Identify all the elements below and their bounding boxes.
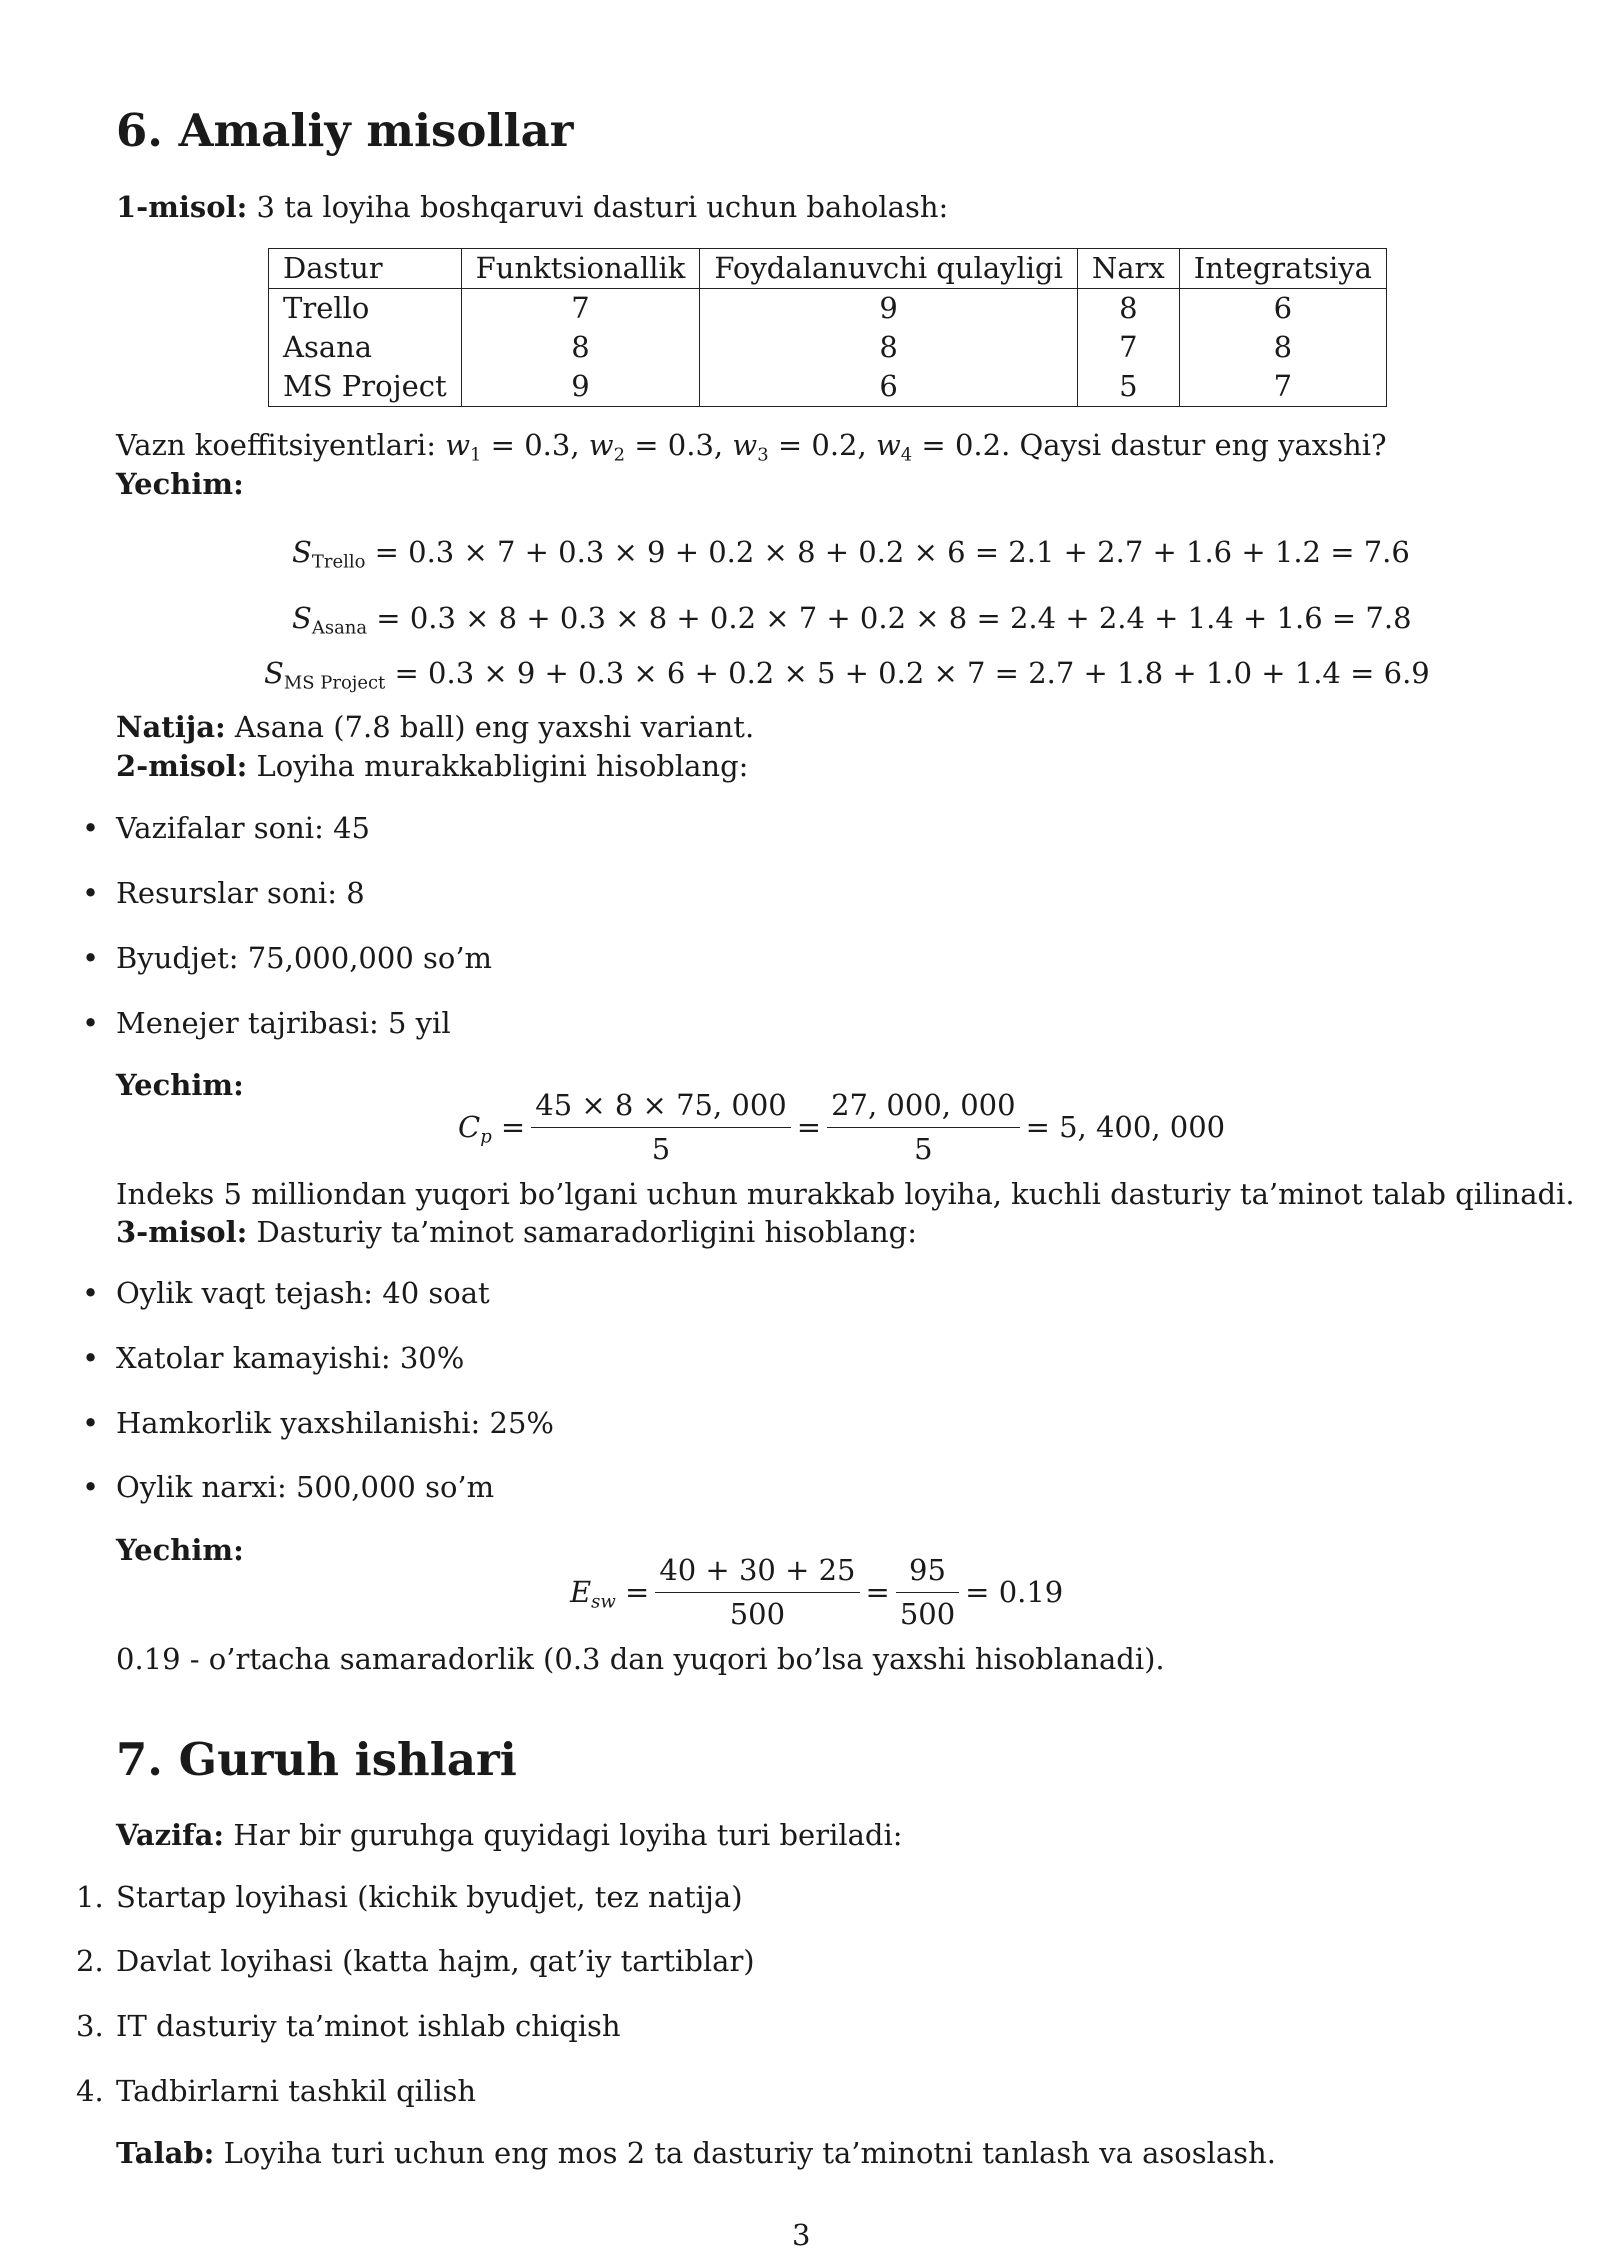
item-number: 1. bbox=[76, 1880, 104, 1914]
table-row bbox=[269, 367, 1387, 407]
example-3-text: Dasturiy ta’minot samaradorligini hisoblang: bbox=[256, 1215, 917, 1249]
table-header-cell: Dastur bbox=[269, 249, 462, 289]
score-subscript: Trello bbox=[311, 551, 366, 573]
task-text: Har bir guruhga quyidagi loyiha turi beriladi: bbox=[233, 1818, 903, 1852]
example-2-label: 2-misol: bbox=[116, 749, 248, 783]
score-expression: = 0.3 × 9 + 0.3 × 6 + 0.2 × 5 + 0.2 × 7 = 2.7 + 1.8 + 1.0 + 1.4 = 6.9 bbox=[394, 656, 1430, 690]
numerator: 95 bbox=[896, 1553, 959, 1593]
score-subscript: Asana bbox=[311, 617, 368, 639]
numerator: 45 × 8 × 75, 000 bbox=[531, 1088, 791, 1128]
score-subscript: MS Project bbox=[283, 672, 386, 694]
formula-subscript: p bbox=[480, 1126, 492, 1148]
efficiency-formula: $E_{sw}$ = $\frac{40 + 30 + 25}{500}$ = $\frac{95}{500}$ = 0.19 bbox=[570, 1553, 1064, 1631]
score-expression: = 0.3 × 7 + 0.3 × 9 + 0.2 × 8 + 0.2 × 6 = 2.1 + 2.7 + 1.6 + 1.2 = 7.6 bbox=[374, 535, 1410, 569]
table-row bbox=[269, 289, 1387, 329]
task-line bbox=[116, 1818, 903, 1853]
weight-value: 0.2 bbox=[954, 428, 1002, 462]
denominator: 500 bbox=[899, 1596, 956, 1631]
example-3-conclusion: 0.19 - o’rtacha samaradorlik (0.3 dan yuqori bo’lsa yaxshi hisoblanadi). bbox=[116, 1642, 1165, 1676]
table-cell: MS Project bbox=[269, 367, 462, 407]
table-cell: 9 bbox=[700, 289, 1078, 329]
table-cell: 6 bbox=[1179, 289, 1386, 329]
list-item: • Byudjet: 75,000,000 so’m bbox=[116, 941, 492, 976]
table-cell: 7 bbox=[1179, 367, 1386, 407]
table-cell: 8 bbox=[1077, 289, 1179, 329]
item-number: 2. bbox=[76, 1944, 104, 1978]
item-text: IT dasturiy ta’minot ishlab chiqish bbox=[116, 2009, 621, 2043]
numerator: 27, 000, 000 bbox=[827, 1088, 1019, 1128]
weights-question: Qaysi dastur eng yaxshi? bbox=[1019, 428, 1387, 462]
example-1-text: 3 ta loyiha boshqaruvi dasturi uchun baholash: bbox=[256, 190, 949, 224]
fraction bbox=[896, 1553, 959, 1632]
denominator: 500 bbox=[729, 1596, 786, 1631]
item-text: Startap loyihasi (kichik byudjet, tez natija) bbox=[116, 1880, 743, 1914]
solution-label: Yechim: bbox=[116, 467, 244, 501]
fraction bbox=[827, 1088, 1019, 1167]
score-expression: = 0.3 × 8 + 0.3 × 8 + 0.2 × 7 + 0.2 × 8 = 2.4 + 2.4 + 1.4 + 1.6 = 7.8 bbox=[376, 601, 1412, 635]
item-number: 4. bbox=[76, 2074, 104, 2108]
fraction bbox=[655, 1553, 859, 1632]
result-label: Natija: bbox=[116, 710, 226, 744]
formula-result: = 5, 400, 000 bbox=[1025, 1109, 1226, 1144]
numbered-item bbox=[76, 2009, 621, 2044]
solution-label: Yechim: bbox=[116, 1068, 244, 1102]
item-text: Tadbirlarni tashkil qilish bbox=[116, 2074, 477, 2108]
table-header-cell: Foydalanuvchi qulayligi bbox=[700, 249, 1078, 289]
numbered-item bbox=[76, 1880, 743, 1915]
example-1-label: 1-misol: bbox=[116, 190, 248, 224]
task-label: Vazifa: bbox=[116, 1818, 225, 1852]
example-3-intro bbox=[116, 1215, 917, 1250]
software-rating-table bbox=[268, 248, 1387, 407]
table-cell: Asana bbox=[269, 328, 462, 367]
table-cell: Trello bbox=[269, 289, 462, 329]
item-number: 3. bbox=[76, 2009, 104, 2043]
weight-value: 0.3 bbox=[667, 428, 714, 462]
requirement-line bbox=[116, 2136, 1276, 2171]
score-equation: $S_{MS Project} = 0.3 \times 9 + 0.3 \times 6 + 0.2 \times 5 + 0.2 \times 7 = 2.7 + 1.8 + 1.0 + 1.4 = 6.9$ bbox=[264, 656, 1430, 694]
list-item: • Oylik narxi: 500,000 so’m bbox=[116, 1470, 494, 1505]
table-cell: 7 bbox=[1077, 328, 1179, 367]
item-text: Davlat loyihasi (katta hajm, qat’iy tartiblar) bbox=[116, 1944, 755, 1978]
table-header-cell: Narx bbox=[1077, 249, 1179, 289]
weights-line: Vazn koeffitsiyentlari: $w_1 = 0.3$, $w_2 = 0.3$, $w_3 = 0.2$, $w_4 = 0.2$. Qaysi dastur eng yaxshi? bbox=[116, 428, 1387, 466]
numbered-item bbox=[76, 1944, 755, 1979]
example-2-conclusion: Indeks 5 milliondan yuqori bo’lgani uchun murakkab loyiha, kuchli dasturiy ta’minot talab qilinadi. bbox=[116, 1177, 1575, 1211]
table-cell: 6 bbox=[700, 367, 1078, 407]
table-cell: 7 bbox=[461, 289, 700, 329]
example-3-label: 3-misol: bbox=[116, 1215, 248, 1249]
table-cell: 8 bbox=[461, 328, 700, 367]
table-cell: 8 bbox=[700, 328, 1078, 367]
page-number: 3 bbox=[792, 2218, 811, 2252]
weight-value: 0.2 bbox=[811, 428, 858, 462]
weights-prefix: Vazn koeffitsiyentlari: bbox=[116, 428, 436, 462]
result-text: Asana (7.8 ball) eng yaxshi variant. bbox=[234, 710, 755, 744]
score-equation: $S_{Trello} = 0.3 \times 7 + 0.3 \times 9 + 0.2 \times 8 + 0.2 \times 6 = 2.1 + 2.7 + 1.6 + 1.2 = 7.6$ bbox=[292, 535, 1410, 573]
table-cell: 9 bbox=[461, 367, 700, 407]
table-header-row bbox=[269, 249, 1387, 289]
solution-label: Yechim: bbox=[116, 1533, 244, 1567]
denominator: 5 bbox=[914, 1131, 933, 1166]
list-item: • Xatolar kamayishi: 30% bbox=[116, 1341, 464, 1376]
fraction bbox=[531, 1088, 791, 1167]
formula-result: = 0.19 bbox=[965, 1574, 1064, 1609]
requirement-text: Loyiha turi uchun eng mos 2 ta dasturiy ta’minotni tanlash va asoslash. bbox=[223, 2136, 1276, 2170]
list-item: • Vazifalar soni: 45 bbox=[116, 811, 370, 846]
table-header-cell: Funktsionallik bbox=[461, 249, 700, 289]
section-7-heading: 7. Guruh ishlari bbox=[116, 1733, 517, 1786]
result-line bbox=[116, 710, 754, 745]
table-cell: 8 bbox=[1179, 328, 1386, 367]
section-6-heading: 6. Amaliy misollar bbox=[116, 104, 574, 157]
table-row bbox=[269, 328, 1387, 367]
list-item: • Oylik vaqt tejash: 40 soat bbox=[116, 1276, 490, 1311]
weight-value: 0.3 bbox=[524, 428, 571, 462]
list-item: • Resurslar soni: 8 bbox=[116, 876, 365, 911]
list-item: • Hamkorlik yaxshilanishi: 25% bbox=[116, 1406, 554, 1441]
example-1-intro bbox=[116, 190, 948, 225]
example-2-intro bbox=[116, 749, 748, 784]
example-2-text: Loyiha murakkabligini hisoblang: bbox=[256, 749, 749, 783]
table-header-cell: Integratsiya bbox=[1179, 249, 1386, 289]
score-equation: $S_{Asana} = 0.3 \times 8 + 0.3 \times 8 + 0.2 \times 7 + 0.2 \times 8 = 2.4 + 2.4 + 1.4 + 1.6 = 7.8$ bbox=[292, 601, 1412, 639]
formula-subscript: sw bbox=[591, 1591, 616, 1613]
requirement-label: Talab: bbox=[116, 2136, 215, 2170]
list-item: • Menejer tajribasi: 5 yil bbox=[116, 1006, 451, 1041]
numbered-item bbox=[76, 2074, 477, 2109]
complexity-formula: $C_p$ = $\frac{45 \times 8 \times 75, 000}{5}$ = $\frac{27, 000, 000}{5}$ = 5, 400, 000 bbox=[458, 1088, 1226, 1166]
table-cell: 5 bbox=[1077, 367, 1179, 407]
numerator: 40 + 30 + 25 bbox=[655, 1553, 859, 1593]
denominator: 5 bbox=[651, 1131, 671, 1166]
